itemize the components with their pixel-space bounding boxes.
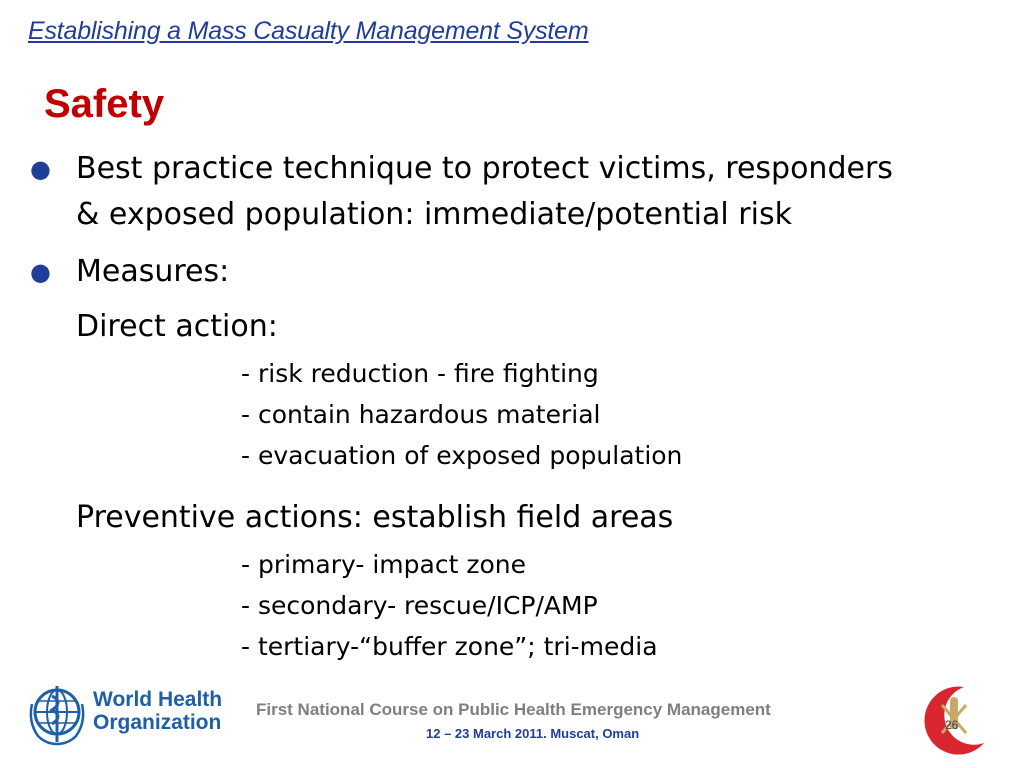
bullet-text-measures: Measures:	[76, 254, 230, 289]
who-wordmark-line2: Organization	[93, 711, 222, 734]
slide-title: Safety	[44, 82, 165, 126]
slide-header-subtitle: Establishing a Mass Casualty Management System	[28, 17, 589, 45]
who-wordmark	[93, 688, 222, 734]
footer-date-place: 12 – 23 March 2011. Muscat, Oman	[426, 726, 640, 741]
direct-action-item: - risk reduction - fire fighting	[241, 359, 599, 388]
footer-course-title: First National Course on Public Health Emergency Management	[256, 700, 771, 719]
who-wordmark-line1: World Health	[93, 688, 223, 711]
page-number: 26	[945, 718, 959, 732]
bullet-text-line2: & exposed population: immediate/potential risk	[76, 197, 792, 232]
direct-action-item: - contain hazardous material	[241, 400, 601, 429]
preventive-actions-heading: Preventive actions: establish field areas	[76, 500, 674, 535]
direct-action-item: - evacuation of exposed population	[241, 441, 683, 470]
direct-action-heading: Direct action:	[76, 309, 278, 344]
bullet-icon: ●	[30, 258, 51, 286]
bullet-text-line1: Best practice technique to protect victims, responders	[76, 151, 893, 186]
bullet-icon: ●	[30, 155, 51, 183]
who-emblem-icon	[24, 682, 90, 748]
preventive-action-item: - secondary- rescue/ICP/AMP	[241, 591, 598, 620]
preventive-action-item: - tertiary-“buffer zone”; tri-media	[241, 632, 658, 661]
preventive-action-item: - primary- impact zone	[241, 550, 526, 579]
